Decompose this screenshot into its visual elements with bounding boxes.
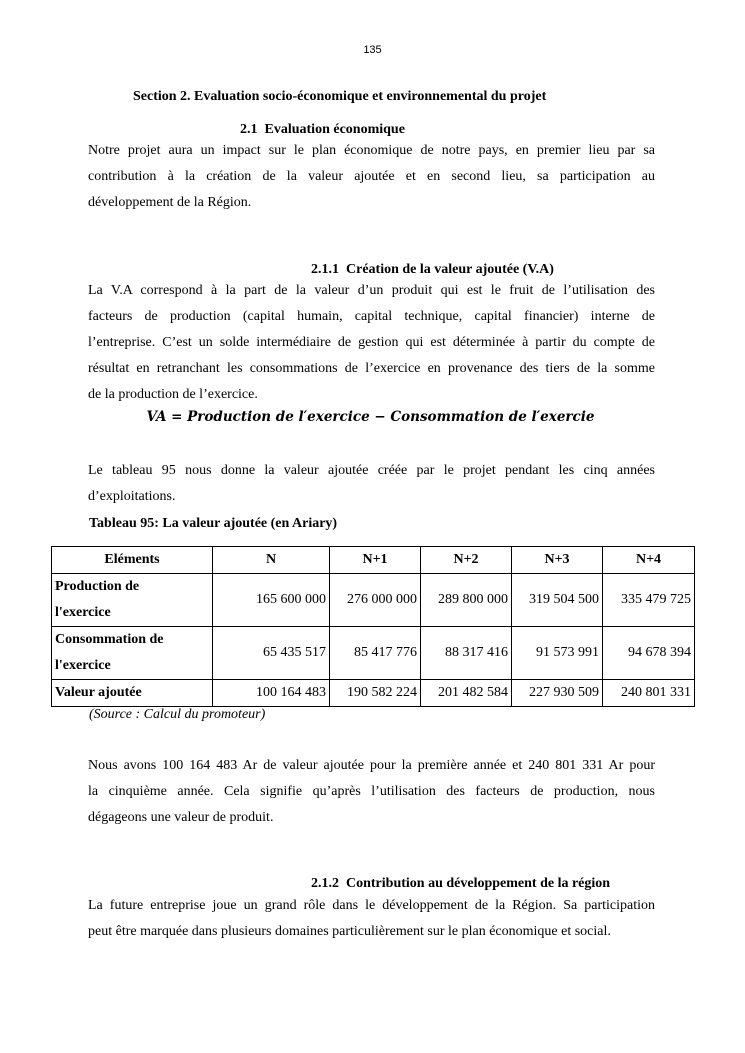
table-header-cell: N+3 xyxy=(512,547,603,574)
row-label xyxy=(52,574,213,627)
paragraph-line: l’entreprise. C’est un solde intermédiaire de gestion qui est déterminée à partir du compte de xyxy=(88,335,655,350)
table-row xyxy=(52,680,695,707)
paragraph-line: Nous avons 100 164 483 Ar de valeur ajoutée pour la première année et 240 801 331 Ar pour xyxy=(88,758,655,773)
paragraph-line: d’exploitations. xyxy=(88,489,176,504)
table-header-cell: N+2 xyxy=(421,547,512,574)
paragraph-table-intro xyxy=(88,458,655,510)
formula-text: VA = Production de l′exercice − Consommation de l′exercie xyxy=(146,409,595,425)
paragraph-line: dégageons une valeur de produit. xyxy=(88,810,274,825)
table-header-row xyxy=(52,547,695,574)
paragraph-va-interpretation xyxy=(88,753,655,831)
table-header-cell: N+1 xyxy=(330,547,421,574)
subsection-2-1-heading xyxy=(240,122,405,138)
table-row xyxy=(52,627,695,680)
paragraph-line: facteurs de production (capital humain, capital technique, capital financier) interne de xyxy=(88,309,655,324)
table-cell: 276 000 000 xyxy=(330,574,421,627)
table-cell: 319 504 500 xyxy=(512,574,603,627)
row-label-line: Valeur ajoutée xyxy=(55,685,142,700)
va-formula xyxy=(0,409,745,425)
row-label xyxy=(52,680,213,707)
table-cell: 201 482 584 xyxy=(421,680,512,707)
table-cell: 165 600 000 xyxy=(213,574,330,627)
value-added-table xyxy=(51,546,695,707)
subsection-2-1-1-heading xyxy=(311,262,554,278)
subsection-title: Contribution au développement de la région xyxy=(346,876,611,891)
table-header-cell: N xyxy=(213,547,330,574)
table-cell: 335 479 725 xyxy=(603,574,695,627)
table-source: (Source : Calcul du promoteur) xyxy=(89,707,266,722)
paragraph-line: Notre projet aura un impact sur le plan économique de notre pays, en premier lieu par sa xyxy=(88,143,655,158)
paragraph-region-contribution xyxy=(88,893,655,945)
table-cell: 65 435 517 xyxy=(213,627,330,680)
table-cell: 91 573 991 xyxy=(512,627,603,680)
row-label-line: l'exercice xyxy=(55,658,111,673)
paragraph-line: contribution à la création de la valeur ajoutée et en second lieu, sa participation au xyxy=(88,169,655,184)
table-cell: 94 678 394 xyxy=(603,627,695,680)
table-cell: 100 164 483 xyxy=(213,680,330,707)
paragraph-line: la cinquième année. Cela signifie qu’après l’utilisation des facteurs de production, nous xyxy=(88,784,655,799)
paragraph-line: La V.A correspond à la part de la valeur d’un produit qui est le fruit de l’utilisation des xyxy=(88,283,655,298)
table-header-cell: Eléments xyxy=(52,547,213,574)
table-caption: Tableau 95: La valeur ajoutée (en Ariary) xyxy=(89,516,338,531)
paragraph-line: de la production de l’exercice. xyxy=(88,387,258,402)
subsection-number: 2.1.2 xyxy=(311,876,339,891)
table-cell: 85 417 776 xyxy=(330,627,421,680)
table-cell: 190 582 224 xyxy=(330,680,421,707)
table-header-cell: N+4 xyxy=(603,547,695,574)
subsection-number: 2.1.1 xyxy=(311,262,339,277)
paragraph-va-definition xyxy=(88,278,655,408)
paragraph-intro xyxy=(88,138,655,216)
row-label-line: Production de xyxy=(55,579,140,594)
paragraph-line: développement de la Région. xyxy=(88,195,252,210)
paragraph-line: La future entreprise joue un grand rôle dans le développement de la Région. Sa participation xyxy=(88,898,655,913)
subsection-number: 2.1 xyxy=(240,122,258,137)
subsection-2-1-2-heading xyxy=(311,876,610,892)
row-label-line: Consommation de xyxy=(55,632,164,647)
table-cell: 289 800 000 xyxy=(421,574,512,627)
subsection-title: Evaluation économique xyxy=(264,122,405,137)
subsection-title: Création de la valeur ajoutée (V.A) xyxy=(346,262,554,277)
table-cell: 240 801 331 xyxy=(603,680,695,707)
page-number: 135 xyxy=(363,44,382,56)
table-cell: 88 317 416 xyxy=(421,627,512,680)
paragraph-line: Le tableau 95 nous donne la valeur ajoutée créée par le projet pendant les cinq années xyxy=(88,463,655,478)
row-label xyxy=(52,627,213,680)
paragraph-line: résultat en retranchant les consommations de l’exercice en provenance des tiers de la somme xyxy=(88,361,655,376)
row-label-line: l'exercice xyxy=(55,605,111,620)
table-row xyxy=(52,574,695,627)
section-title: Section 2. Evaluation socio-économique et environnemental du projet xyxy=(133,89,547,104)
paragraph-line: peut être marquée dans plusieurs domaines particulièrement sur le plan économique et social. xyxy=(88,924,611,939)
table-cell: 227 930 509 xyxy=(512,680,603,707)
